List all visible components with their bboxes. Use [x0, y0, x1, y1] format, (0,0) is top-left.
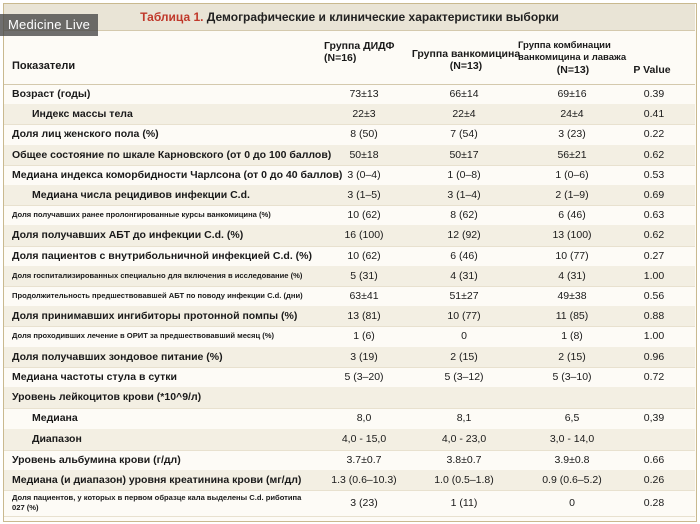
cell-group-didf: 3 (19) [350, 350, 378, 363]
cell-group-combination: 13 (100) [552, 229, 592, 242]
table-row [4, 246, 695, 267]
row-label: Медиана (и диапазон) уровня креатинина крови (мг/дл) [12, 474, 302, 487]
row-label: Медиана числа рецидивов инфекции C.d. [32, 189, 250, 201]
header-p-value: P Value [633, 64, 671, 76]
row-label: Доля пациентов с внутрибольничной инфекцией C.d. (%) [12, 249, 312, 262]
table-header [4, 36, 695, 85]
cell-group-combination: 0 [569, 497, 575, 510]
cell-p-value: 1.00 [643, 330, 665, 343]
cell-p-value: 0.28 [643, 497, 665, 510]
row-label: Доля лиц женского пола (%) [12, 128, 159, 141]
cell-group-vancomycin: 0 [461, 330, 467, 343]
table-row [4, 367, 695, 388]
cell-group-vancomycin: 66±14 [449, 88, 479, 100]
table-row [4, 84, 695, 105]
header-group-vancomycin [406, 48, 526, 72]
table-row [4, 470, 695, 491]
cell-p-value: 0.72 [643, 370, 665, 383]
table-row [4, 306, 695, 327]
cell-group-combination: 3.9±0.8 [554, 454, 590, 466]
cell-group-combination: 5 (3–10) [552, 370, 592, 383]
cell-p-value: 0.62 [643, 229, 665, 242]
cell-group-didf: 73±13 [349, 88, 379, 100]
cell-group-vancomycin: 8,1 [456, 412, 472, 424]
cell-group-combination: 69±16 [557, 88, 587, 100]
cell-group-combination: 11 (85) [555, 310, 589, 323]
cell-p-value: 0.27 [643, 249, 665, 262]
cell-p-value: 0.56 [643, 290, 665, 302]
cell-group-combination: 10 (77) [555, 249, 589, 262]
cell-p-value: 0.66 [643, 454, 665, 466]
table-caption: Демографические и клинические характеристики выборки [203, 10, 559, 24]
cell-group-combination: 6,5 [564, 412, 580, 424]
cell-group-vancomycin: 12 (92) [447, 229, 481, 242]
cell-group-didf: 3.7±0.7 [346, 454, 382, 466]
row-label: Доля получавших зондовое питание (%) [12, 350, 223, 363]
cell-group-vancomycin: 51±27 [449, 290, 479, 302]
cell-p-value: 0.63 [643, 209, 665, 222]
row-label: Диапазон [32, 433, 82, 445]
cell-group-combination: 4 (31) [558, 269, 586, 282]
table-row [4, 225, 695, 246]
row-label: Доля получавших ранее пролонгированные курсы ванкомицина (%) [12, 210, 271, 220]
cell-group-vancomycin: 1 (11) [450, 497, 478, 510]
table-row [4, 266, 695, 287]
cell-group-didf: 8,0 [356, 412, 372, 424]
table-row [4, 205, 695, 226]
cell-group-vancomycin: 10 (77) [447, 310, 481, 323]
header-group-combination [518, 40, 628, 76]
table-title [4, 4, 695, 30]
cell-group-combination: 2 (15) [558, 350, 586, 363]
cell-group-vancomycin: 7 (54) [450, 128, 478, 141]
cell-group-vancomycin: 6 (46) [450, 249, 478, 262]
row-label: Индекс массы тела [32, 108, 133, 121]
cell-group-didf: 3 (23) [350, 497, 378, 510]
table-row [4, 165, 695, 186]
row-label: Уровень альбумина крови (г/дл) [12, 454, 181, 466]
cell-group-vancomycin: 3.8±0.7 [446, 454, 482, 466]
cell-group-didf: 5 (31) [350, 269, 378, 282]
cell-p-value: 0.62 [643, 148, 665, 161]
row-label: Доля пациентов, у которых в первом образце кала выделены C.d. риботипа 027 (%) [12, 493, 302, 513]
row-label: Доля госпитализированных специально для включения в исследование (%) [12, 270, 303, 280]
cell-group-didf: 10 (62) [347, 209, 381, 222]
table-row [4, 185, 695, 206]
cell-group-combination: 0.9 (0.6–5.2) [542, 474, 602, 487]
header-group-combination-name: Группа комбинации ванкомицина и лаважа [518, 40, 627, 63]
cell-group-vancomycin: 8 (62) [450, 209, 478, 222]
table-row [4, 124, 695, 145]
table-row [4, 145, 695, 166]
table-number: Таблица 1. [140, 10, 204, 24]
cell-group-vancomycin: 22±4 [452, 108, 476, 121]
row-label: Продолжительность предшествовавшей АБТ по поводу инфекции C.d. (дни) [12, 291, 303, 300]
cell-group-combination: 1 (8) [561, 330, 583, 343]
cell-group-didf: 16 (100) [344, 229, 384, 242]
cell-group-didf: 50±18 [349, 148, 379, 161]
cell-group-didf: 13 (81) [347, 310, 381, 323]
row-label: Доля принимавших ингибиторы протонной помпы (%) [12, 310, 298, 323]
watermark-logo: Medicine Live [0, 14, 98, 36]
cell-group-didf: 10 (62) [347, 249, 381, 262]
header-group-didf-n: (N=16) [324, 52, 357, 64]
cell-group-combination: 3,0 - 14,0 [549, 433, 595, 445]
row-label: Медиана частоты стула в сутки [12, 370, 178, 383]
row-label: Общее состояние по шкале Карновского (от 0 до 100 баллов) [12, 148, 332, 161]
cell-group-vancomycin: 4 (31) [450, 269, 478, 282]
row-label: Уровень лейкоцитов крови (*10^9/л) [12, 391, 202, 403]
cell-p-value: 0.22 [643, 128, 665, 141]
row-label: Доля получавших АБТ до инфекции C.d. (%) [12, 229, 244, 242]
row-label: Медиана индекса коморбидности Чарлсона (от 0 до 40 баллов) [12, 168, 343, 181]
cell-p-value: 1.00 [643, 269, 665, 282]
cell-group-didf: 8 (50) [350, 128, 378, 141]
cell-p-value: 0.26 [643, 474, 665, 487]
cell-group-vancomycin: 3 (1–4) [447, 189, 481, 201]
row-label: Возраст (годы) [12, 88, 91, 100]
cell-group-vancomycin: 50±17 [449, 148, 479, 161]
cell-group-didf: 3 (0–4) [347, 168, 381, 181]
cell-group-combination: 3 (23) [558, 128, 586, 141]
cell-group-didf: 4,0 - 15,0 [341, 433, 387, 445]
header-group-vancomycin-n: (N=13) [449, 60, 483, 72]
table-row [4, 326, 695, 347]
cell-group-vancomycin: 4,0 - 23,0 [441, 433, 487, 445]
row-label: Доля проходивших лечение в ОРИТ за предшествовавший месяц (%) [12, 331, 275, 341]
cell-group-didf: 1.3 (0.6–10.3) [331, 474, 397, 487]
cell-group-didf: 3 (1–5) [347, 189, 381, 201]
cell-group-combination: 56±21 [557, 148, 587, 161]
cell-group-didf: 5 (3–20) [344, 370, 384, 383]
row-label: Медиана [32, 412, 78, 424]
cell-group-vancomycin: 2 (15) [450, 350, 478, 363]
cell-p-value: 0.53 [643, 168, 665, 181]
cell-group-combination: 24±4 [560, 108, 584, 121]
header-indicator: Показатели [12, 60, 76, 72]
cell-group-combination: 6 (46) [558, 209, 586, 222]
cell-p-value: 0,39 [643, 412, 665, 424]
cell-group-vancomycin: 1 (0–8) [447, 168, 481, 181]
cell-group-didf: 63±41 [349, 290, 379, 302]
table-row [4, 450, 695, 471]
cell-p-value: 0.69 [643, 189, 665, 201]
table-row [4, 104, 695, 125]
title-bar [4, 4, 695, 31]
header-group-didf [324, 40, 404, 64]
table-row [4, 286, 695, 307]
table-row [4, 408, 695, 430]
table-row [4, 347, 695, 368]
header-group-combination-n: (N=13) [556, 64, 590, 76]
header-group-vancomycin-name: Группа ванкомицина [411, 48, 521, 60]
cell-p-value: 0.88 [643, 310, 665, 323]
header-group-didf-name: Группа ДИДФ [324, 40, 395, 52]
cell-p-value: 0.41 [643, 108, 665, 121]
table-row [4, 429, 695, 451]
table-row [4, 387, 695, 409]
cell-p-value: 0.96 [643, 350, 665, 363]
cell-p-value: 0.39 [643, 88, 665, 100]
cell-group-didf: 22±3 [352, 108, 376, 121]
cell-group-vancomycin: 1.0 (0.5–1.8) [434, 474, 494, 487]
cell-group-vancomycin: 5 (3–12) [444, 370, 484, 383]
cell-group-combination: 1 (0–6) [555, 168, 589, 181]
table-row [4, 490, 695, 517]
cell-group-combination: 2 (1–9) [555, 189, 589, 201]
cell-group-combination: 49±38 [557, 290, 587, 302]
cell-group-didf: 1 (6) [353, 330, 375, 343]
